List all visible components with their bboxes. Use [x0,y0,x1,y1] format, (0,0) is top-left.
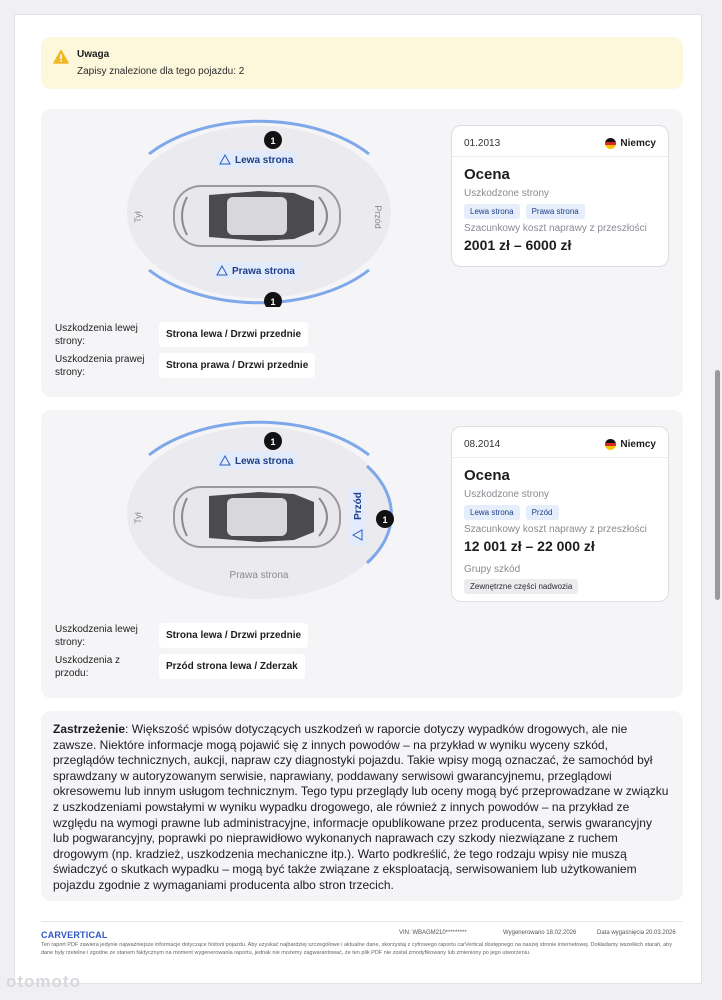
count-badge-left: 1 [270,437,276,447]
germany-flag-icon [605,138,616,149]
otomoto-watermark: otomoto [6,972,81,991]
detail-value: Przód strona lewa / Zderzak [159,654,305,679]
label-left-side: Lewa strona [235,155,294,166]
tag-left-side: Lewa strona [464,505,520,520]
damage-record-2 [41,410,683,698]
detail-label: Uszkodzenia prawej strony: [55,354,145,378]
record-date: 08.2014 [464,439,501,450]
detail-label: Uszkodzenia lewej strony: [55,323,138,347]
cost-label: Szacunkowy koszt naprawy z przeszłości [464,524,647,535]
card-title: Ocena [464,166,510,183]
car-damage-diagram [109,418,409,608]
group-tags [464,579,578,594]
repair-cost: 2001 zł – 6000 zł [464,237,572,253]
detail-value: Strona lewa / Drzwi przednie [159,623,308,648]
tag-left-side: Lewa strona [464,204,520,219]
disclaimer [41,711,683,901]
label-rear: Tył [133,512,143,524]
warning-icon [53,49,69,65]
label-left-side: Lewa strona [235,456,294,467]
damage-card [451,125,669,267]
repair-cost: 12 001 zł – 22 000 zł [464,538,595,554]
car-damage-diagram [109,117,409,307]
tag-right-side: Prawa strona [526,204,585,219]
label-front: Przód [373,205,383,229]
tag-body-parts: Zewnętrzne części nadwozia [464,579,578,594]
warning-banner [41,37,683,89]
disclaimer-text: : Większość wpisów dotyczących uszkodzeń w raporcie dotyczy wypadków drogowych, ale nie zawsze. Niektóre informacje mogą pojawić się z innych powodów – na przykład w wyniku wyceny szkód, przeglądów technicznych, aukcji, napraw czy diagnostyki pojazdu. Takie wpisy mogą oznaczać, że samochód był sprawdzany w autoryzowanym serwisie, naprawiany, poddawany serwisowi gwarancyjnemu, przeglądowi okresowemu lub innym usługom technicznym. Tego typu przeglądy lub oceny mogą być przeprowadzane w związku z uszkodzeniami powstałymi w wyniku wypadku drogowego, ale również z innych powodów – na przykład ze względu na wymogi prawne lub administracyjne, informacje opublikowane przez producenta, serwis gwarancyjny lub pogwarancyjny, poprawki po nieprawidłowo wykonanych naprawach czy szkody niezwiązane z ruchem drogowym (np. kradzież, uszkodzenia mechaniczne itp.). Warto podkreślić, że tego rodzaju wpisy nie muszą świadczyć o skutkach wypadku – mogą być także związane z eksploatacją, serwisowaniem lub użytkowaniem pojazdu zgodnie z wymaganiami producenta albo stron trzecich. [53,722,669,892]
scrollbar[interactable] [715,370,720,600]
label-right-side: Prawa strona [229,570,289,581]
report-footer [41,921,683,956]
germany-flag-icon [605,439,616,450]
carvertical-logo: CARVERTICAL [41,930,108,940]
tag-front: Przód [526,505,559,520]
disclaimer-heading: Zastrzeżenie [53,722,126,736]
record-country: Niemcy [605,439,656,450]
damage-groups-label: Grupy szkód [464,564,521,575]
damage-tags [464,204,585,219]
count-badge-left: 1 [270,136,276,146]
footer-expiry: Data wygaśnięcia 20.03.2026 [597,930,676,936]
cost-label: Szacunkowy koszt naprawy z przeszłości [464,223,647,234]
warning-title: Uwaga [77,49,110,60]
damaged-sides-label: Uszkodzone strony [464,489,550,500]
record-country: Niemcy [605,138,656,149]
record-date: 01.2013 [464,138,501,149]
damaged-sides-label: Uszkodzone strony [464,188,550,199]
car-top-view [173,185,341,247]
damage-card [451,426,669,602]
footer-fine-print: Ten raport PDF zawiera jedynie najważniejsze informacje dotyczące historii pojazdu. Aby uzyskać najbardziej szczegółowe i aktualne dane, skorzystaj z cyfrowego raportu carVertical dostępnego na naszej stronie internetowej. Dokładamy wszelkich starań, aby dane były rzetelne i zgodne ze stanem faktycznym na moment wygenerowania raportu, jednak nie możemy zagwarantować, że ten plik PDF nie został zmodyfikowany lub zmieniony po jego utworzeniu. [41,942,672,956]
detail-value: Strona lewa / Drzwi przednie [159,322,308,347]
detail-value: Strona prawa / Drzwi przednie [159,353,315,378]
warning-text: Zapisy znalezione dla tego pojazdu: 2 [77,66,245,77]
label-right-side: Prawa strona [232,266,295,277]
footer-vin: VIN: WBAGM210********* [399,930,467,936]
footer-generated: Wygenerowano 18.02.2026 [503,930,577,936]
count-badge-right: 1 [270,297,276,307]
label-rear: Tył [133,211,143,223]
detail-label: Uszkodzenia lewej strony: [55,624,138,648]
count-badge-front: 1 [382,515,388,525]
damage-record-1 [41,109,683,397]
report-page [14,14,702,984]
damage-tags [464,505,559,520]
car-top-view [173,486,341,548]
card-title: Ocena [464,467,510,484]
detail-label: Uszkodzenia z przodu: [55,655,121,679]
label-front: Przód [353,492,364,520]
